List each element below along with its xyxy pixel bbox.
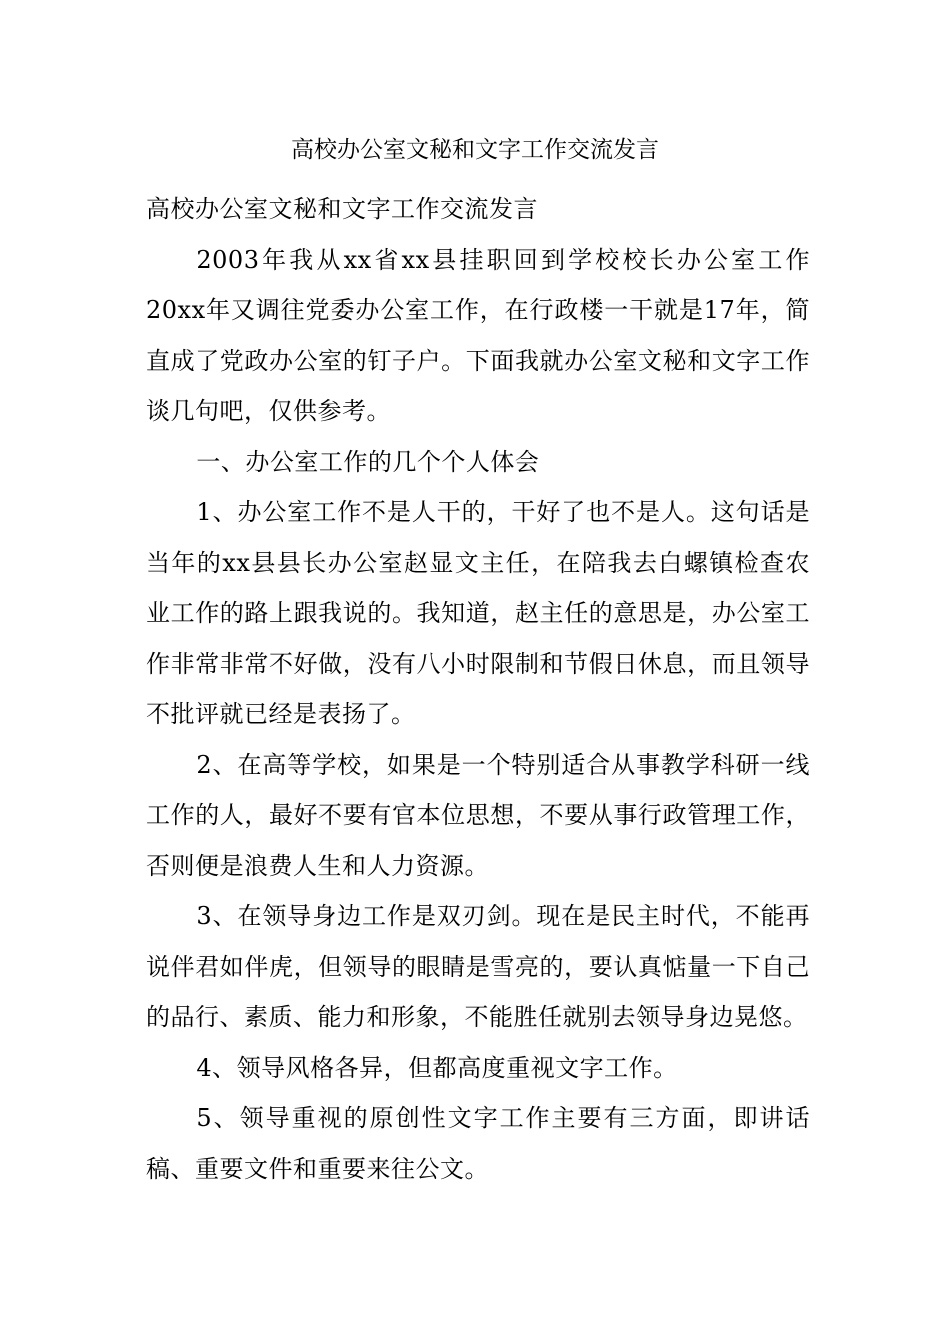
paragraph-point-1: 1、办公室工作不是人干的，干好了也不是人。这句话是当年的xx县县长办公室赵显文主任，在陪我去白螺镇检查农业工作的路上跟我说的。我知道，赵主任的意思是，办公室工作非常非常不好做，没有八小时限制和节假日休息，而且领导不批评就已经是表扬了。 [146, 498, 810, 728]
paragraph-point-2: 2、在高等学校，如果是一个特别适合从事教学科研一线工作的人，最好不要有官本位思想，不要从事行政管理工作，否则便是浪费人生和人力资源。 [146, 750, 810, 880]
paragraph-point-4: 4、领导风格各异，但都高度重视文字工作。 [196, 1053, 678, 1082]
section-heading-1: 一、办公室工作的几个个人体会 [196, 447, 540, 476]
paragraph-intro: 2003年我从xx省xx县挂职回到学校校长办公室工作20xx年又调往党委办公室工作，在行政楼一干就是17年，简直成了党政办公室的钉子户。下面我就办公室文秘和文字工作谈几句吧，仅供参考。 [146, 245, 810, 425]
document-body [146, 184, 810, 1194]
paragraph-point-5: 5、领导重视的原创性文字工作主要有三方面，即讲话稿、重要文件和重要来往公文。 [146, 1104, 810, 1183]
document-subtitle: 高校办公室文秘和文字工作交流发言 [146, 195, 538, 223]
paragraph-point-3: 3、在领导身边工作是双刃剑。现在是民主时代，不能再说伴君如伴虎，但领导的眼睛是雪亮的，要认真惦量一下自己的品行、素质、能力和形象，不能胜任就别去领导身边晃悠。 [146, 902, 810, 1031]
document-title: 高校办公室文秘和文字工作交流发言 [291, 137, 659, 163]
